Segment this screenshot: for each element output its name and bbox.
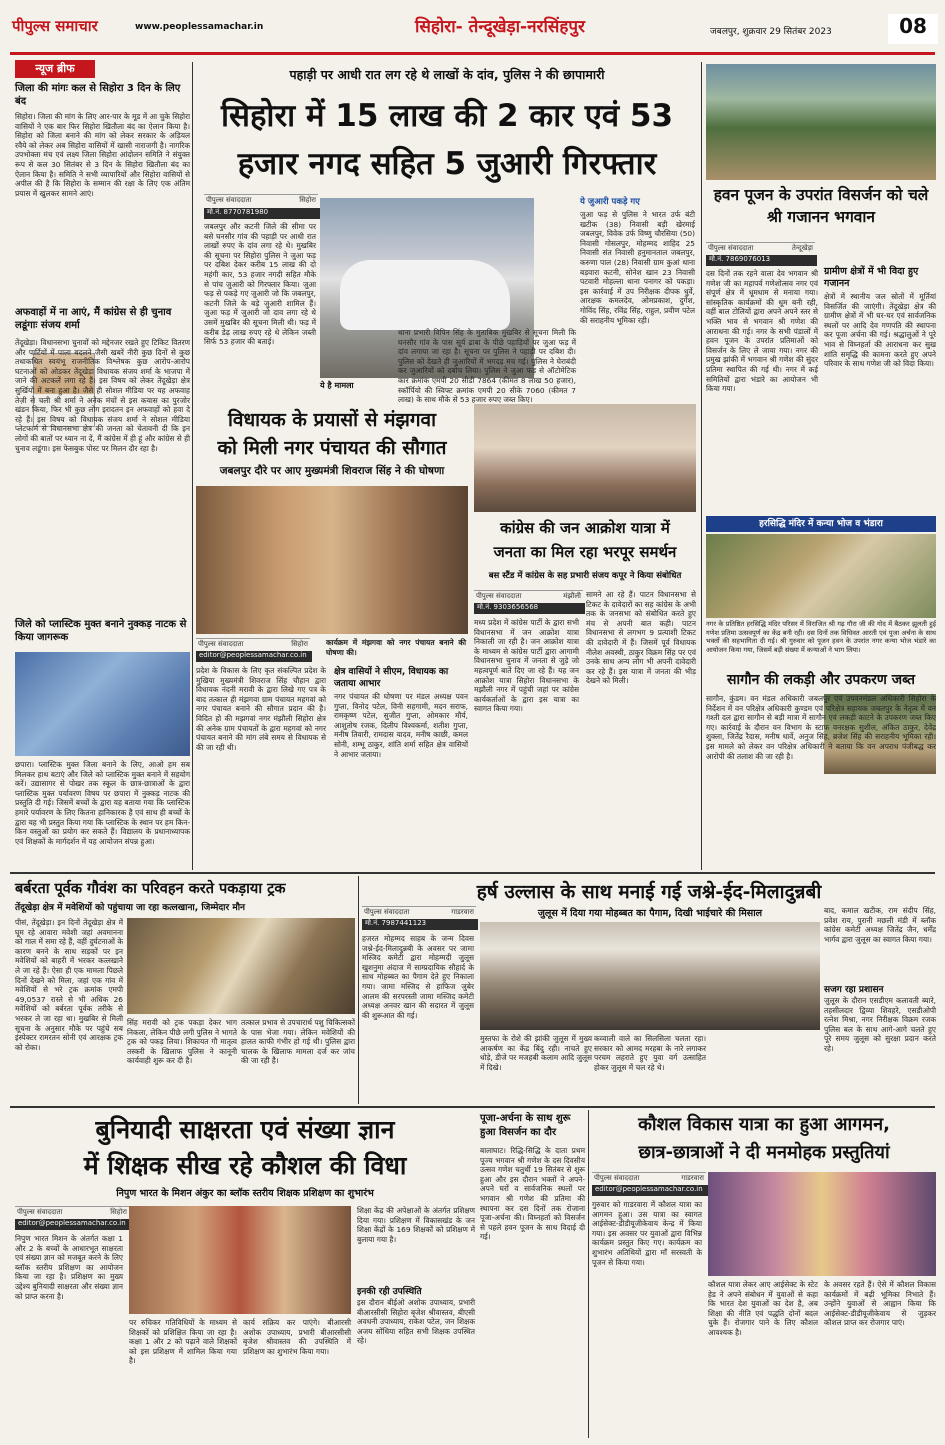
visarjan-headline: हवन पूजन के उपरांत विसर्जन को चले श्री गजानन भगवान	[713, 186, 929, 226]
congress-col1: मध्य प्रदेश में कांग्रेस पार्टी के द्वारा सभी विधानसभा में जन आक्रोश यात्रा निकाली जा रही है। जन आक्रोश यात्रा के माध्यम से कांग्रेस पार्टी द्वारा आगामी विधानसभा चुनाव में जनता से जुड़े जो महत्वपूर्ण बातें दिए जा रहे हैं। यह जन आक्रोश यात्रा सिहोरा विधानसभा के मझौली नगर में पहुंची जहां पर कांग्रेस कार्यकर्ताओं के द्वारा इस यात्रा का स्वागत किया गया।	[474, 618, 579, 714]
sagon-story	[706, 668, 936, 870]
vidhayak-story	[196, 400, 468, 870]
lead-photo-caption: ये है मामला	[320, 381, 354, 390]
lead-col1: जबलपुर और कटनी जिले की सीमा पर बसे घनसौर गांव की पहाड़ी पर आधी रात लाखों रुपए के दांव लगा रहे थे। मुखबिर की सूचना पर सिहोरा पुलिस ने जुआ फड़ पर दबिश देकर करीब 15 लाख की दो महंगी कार, 53 हजार नगदी सहित मौके से पांच जुआरी को गिरफ्तार किया। जुआ फड़ से पकड़े गए जुआरी जो कि जबलपुर, कटनी जिले के बड़े जुआरी शामिल हैं। जुआ फड़ में जुआरी जो दाव लगा रहे थे उसमें मुखबिर की सूचना मिली थी। फड़ में करीब डेढ़ लाख रुपए रहे थे लेकिन जब्ती सिर्फ 53 हजार की बताई।	[204, 222, 316, 347]
congress-story	[474, 400, 696, 870]
brief2-body: तेंदूखेड़ा। विधानसभा चुनावों को मद्देनजर रखते हुए टिकिट वितरण और पार्टियों में पाला बदलने जैसी खबरें नीरी कुछ दिनों से कुछ तथाकथित स्वयंभू राजनीतिक विश्लेषक कुछ आरोप-आरोप घटनाओं को ओडकर तेंदूखेड़ा विधायक संजय शर्मा के भाजपा में जाने की अटकलें लगा रहे हैं। इस विषय को लेकर तेंदूखेड़ा क्षेत्र सुर्खियों में बना हुआ है। जैसे ही सोशल मीडिया पर यह अफवाह तेज़ी से चली श्री शर्मा ने अनेक मंचों से इस कयास का पुरजोर खंडन किया, फिर भी कुछ लोग इरादतन इन अफवाहों को हवा दे रहे हैं। इस विषय को विधायक संजय शर्मा ने सोशल मीडिया प्लेटफार्म से विधानसभा क्षेत्र की जनता को चेतावनी दी कि इन लोगों की बातों पर ध्यान ना दें, मैं कांग्रेस में ही हूं और कांग्रेस से ही चुनाव लडूंगा। इस फेसबुक पोस्ट पर मिलन दौर रहा है।	[15, 338, 190, 453]
saksharta-story	[15, 1112, 475, 1437]
vidhayak-col2-heading: क्षेत्र वासियों ने सीएम, विधायक का जताया आभार	[334, 667, 449, 689]
page-number: 08	[888, 14, 938, 44]
kaushal-email: editor@peoplessamachar.co.in	[592, 1185, 708, 1196]
eid-col3b	[708, 1034, 820, 1106]
kanya-bhoj-banner: हरसिद्धि मंदिर में कन्या भोज व भंडारा	[706, 516, 936, 532]
eid-headline: हर्ष उल्लास के साथ मनाई गई जश्ने-ईद-मिलादुन्नबी	[476, 881, 822, 903]
column-rule-3	[358, 876, 359, 1104]
brief1-body: सिहोरा। जिला की मांग के लिए आर-पार के मूड में आ चुके सिहोरा वासियों ने एक बार फिर सिहोरा खितौला बंद का ऐलान किया है। सिहोरा को जिला बनाने की मांग को लेकर सरकार के अड़ियल रवैये को लेकर अब सिहोरा वासियों में खासी नाराजगी है। नागरिक उपभोक्ता मंच एवं लक्ष्य जिला सिहोरा आंदोलन समिति ने संयुक्त रूप से कल 30 सितंबर से 3 दिन के सिहोरा खितौला बंद का ऐलान किया है। समिति ने सभी व्यापारियों और सिहोरा वासियों से अपील की है कि सिहोरा के सम्मान की रक्षा के लिए एक अंतिम प्रयास में खुलकर सामने आएं।	[15, 112, 190, 198]
saksharta-headline-2: में शिक्षक सीख रहे कौशल की विधा	[83, 1151, 407, 1180]
kaushal-story	[592, 1112, 936, 1437]
saksharta-byline-place: सिहोरा	[110, 1208, 127, 1216]
lead-col2-text: थाना प्रभारी विपिन सिंह के मुताबिक मुखबिर से सूचना मिली कि घनसौर गांव के पास सूर्य ढाबा के पीछे पहाड़ियों पर जुआ फड़ में दांव लगाया जा रहा है। सूचना पर पुलिस ने पहाड़ी पर दबिश दी। पुलिस को देखते ही जुआरियों में भगदड़ मच गई। पुलिस ने घेराबंदी कर जुआरियों को दबोच लिया। पुलिस ने जुआ फड़ से ऑटोमेटिक कार क्रमांक एमपी 20 सीडी 7864 (कीमत 8 लाख 50 हजार), स्कॉर्पियो की स्विफ्ट क्रमांक एमपी 20 सीके 7060 (कीमत 7 लाख) के साथ मौके से 53 हजार रुपए जब्त किए।	[398, 328, 576, 405]
gauvansh-col3: तत्काल प्रभाव से उपचारार्थ पशु चिकित्सकों के पास भेजा गया। लेकिन मवेशियों की हालत काफी गंभीर हो गई थी। पुलिस द्वारा चालक के खिलाफ मामला दर्ज कर जांच की जा रही है।	[241, 1018, 355, 1066]
gauvansh-col1: पीसं, तेंदूखेड़ा। इन दिनों तेंदूखेड़ा क्षेत्र में घूम रहे आवारा मवेशी जहां अवमानना को गाल में समा रहे हैं, वहीं दुर्घटनाओं के कारण बनने के साथ सड़कों पर इन मवेशियों को बाहरी में भरकर कत्लखाने ले जा रहे हैं। ऐसा ही एक मामला पिछले दिनों देखने को मिला, जहां एक गांव में मवेशियों से भरे ट्रक क्रमांक एमपी 49,0537 रास्ते से भी अधिक 26 मवेशियों को बर्बरता पूर्वक तरीके से भरकर ले जा रहा था। मुखबिर से मिली सूचना के अनुसार मौके पर पहुंचे सब इंस्पेक्टर रामरतन सोनी एवं आरक्षक ट्रक को रोका।	[15, 918, 123, 1052]
kanya-bhoj-body: नगर के प्रतिष्ठित हरसिद्धि मंदिर परिसर में विराजित श्री गढ़ गौरा जी की गोद में बैठकर झूलती हुई गणेश प्रतिमा उत्सवपूर्ण का केंद्र बनी रही। दस दिनों तक विधिवत आरती एवं पूजा अर्चना के साथ भक्तों की सहभागिता दी गई। श्री गुरुवार को पूजन हवन के उपरांत नगर कन्या भोज भंडारे का आयोजन किया गया, जिसमें बड़ी संख्या में कन्याओं ने भाग लिया।	[706, 620, 936, 654]
brief2-headline: अफवाहों में ना आएं, मैं कांग्रेस से ही चुनाव लडूंगाः संजय शर्मा	[15, 307, 172, 331]
news-brief-column	[15, 60, 190, 870]
visarjan-body-left: दस दिनों तक रहने वाला देव भगवान श्री गणेश जी का महापर्व गणेशोत्सव नगर एवं संपूर्ण क्षेत्र में धूमधाम से मनाया गया। सांस्कृतिक कार्यक्रमों की धूम बनी रही, वहीं बाल टोलियों द्वारा अपने अपने स्तर से भक्ति भाव से भगवान श्री गणेश की आराधना की गई। नगर के सभी पंडालों में हवन पूजन के उपरांत प्रतिमाओं को विसर्जन के लिए ले जाया गया। नगर की प्रमुख झांकी में भगवान श्री गणेश की सुंदर प्रतिमा स्थापित की गई थी। नगर में कई समितियों द्वारा भंडारे का आयोजन भी किया गया।	[706, 269, 818, 394]
section-title: सिहोरा- तेन्दूखेड़ा-नरसिंहपुर	[414, 17, 585, 37]
eid-col4-heading: सजग रहा प्रशासन	[824, 985, 884, 995]
sagon-headline: सागौन की लकड़ी और उपकरण जब्त	[727, 672, 915, 688]
saksharta-email: editor@peoplessamachar.co.in	[15, 1219, 131, 1230]
vidhayak-col1: प्रदेश के विकास के लिए कृत संकल्पित प्रदेश के मुखिया मुख्यमंत्री शिवराज सिंह चौहान द्वारा विधायक नंदनी मरावी के द्वारा लिखे गए पत्र के बाद तत्काल ही मंझगवा ग्राम पंचायत महगवां को नगर पंचायत बनाने की सौगात प्रदान की है। विदित हो की मझगवां नगर मंझौली सिहोरा क्षेत्र की अनेक ग्राम पंचायतों के द्वारा महगवां को नगर पंचायत बनाने की मांग लंबे समय से विधायक से की जा रही थी।	[196, 666, 326, 752]
congress-byline-place: मंझौली	[563, 592, 581, 600]
gauvansh-headline: बर्बरता पूर्वक गौवंश का परिवहन करते पकड़ाया ट्रक	[15, 881, 286, 897]
congress-col2: सामने आ रहे हैं। पाटन विधानसभा से टिकट के दावेदारों का सह कांग्रेस के अभी तक के जनसभा को संबोधित करते हुए मंच से अपनी बात कही। पाटन विधानसभा से लगभग 9 प्रत्याशी टिकट की दावेदारी में हैं। जिसमें पूर्व विधायक नीलेश अवस्थी, ठाकुर विक्रम सिंह पर एवं उनके साथ अन्य लोग भी अपनी दावेदारी कर रहे हैं। इस यात्रा में जनता की भीड़ देखने को मिली।	[586, 590, 696, 686]
kaushal-headline-1: कौशल विकास यात्रा का हुआ आगमन,	[638, 1114, 890, 1135]
eid-col2: मुस्तफा के रोशे की झांकी जुलूस में मुख्य आकर्षण का केंद्र बिंदु रही। नाचते हुए धोड़े, डीजे पर मजहबी कलाम आदि जुलूस में दिखे।	[480, 1034, 592, 1072]
kaushal-col2: कौशल यात्रा लेकर आए आईसेक्ट के स्टेट हेड ने अपने संबोधन में युवाओं से कहा कि भारत देश युवाओं का देश है, अब शिक्षा की नीति एवं पद्धति दोनों बदल चुके हैं। रोजगार पाने के लिए कौशल आवश्यक है।	[708, 1280, 818, 1337]
vidhayak-byline-name: पीपुल्स संवाददाता	[198, 640, 244, 648]
kaushal-headline-2: छात्र-छात्राओं ने दी मनमोहक प्रस्तुतियां	[638, 1142, 890, 1163]
congress-mobile: मो.नं. 9303656568	[474, 603, 585, 614]
lead-col3-heading: ये जुआरी पकड़े गए	[580, 197, 640, 207]
eid-col1: हजरत मोहम्मद साहब के जन्म दिवस जश्ने-ईद-मिलादुन्नबी के अवसर पर जामा मस्जिद कमेटी द्वारा मोहम्मदी जुलूस खुशनुमा अंदाज में साम्प्रदायिक सौहार्द के साथ मोहब्बत का पैगाम देते हुए निकाला गया। जामा मस्जिद से हाफिज जुबेर आलम की सरपरस्ती जामा मस्जिद कमेटी अध्यक्ष अनवर खान की सदारत में जुलूस की शुरूआत की गई।	[362, 934, 474, 1020]
eid-story	[362, 878, 936, 1106]
column-rule-2	[701, 62, 702, 870]
eid-subheadline: जुलूस में दिया गया मोहब्बत का पैगाम, दिखी भाईचारे की मिसाल	[537, 908, 763, 919]
lead-headline-1: सिहोरा में 15 लाख की 2 कार एवं 53	[220, 98, 674, 134]
lead-col3	[580, 196, 695, 390]
masthead	[0, 0, 945, 62]
lead-col3-body: जुआ फड़ से पुलिस ने भारत उर्फ बंटी खटीक (38) निवासी बड़ी खेरमाई जबलपुर, विवेक उर्फ विष्णु चौरसिया (50) निवासी गोसलपुर, मोहम्मद शाहिद 25 निवासी संत निवासी हनुमानताल जबलपुर, करुणा पाल (28) निवासी ग्राम कुआं थाना बड़वारा कटनी, सोनेश खान 23 निवासी पटवारी मोहल्ला थाना पनागर को पकड़ा। इस कार्रवाई में उप निरीक्षक दीपक धुर्वे, आरक्षक कमलदेव, ओमप्रकाश, दुर्गेश, गोविंद सिंह, रविंद्र सिंह, राहुल, प्रवीण पटेल की सराहनीय भूमिका रही।	[580, 210, 695, 325]
brief3-body: छपारा। प्लास्टिक मुक्त जिला बनाने के लिए, आओ हम सब मिलकर हाथ बटाएं और जिले को प्लास्टिक मुक्त बनाने में सहयोग करें। उद्यासागर से पोखर तक स्कूल के छात्र-छात्राओं के द्वारा प्लास्टिक मुक्त पर्यावरण विषय पर छपारा में नुक्कड़ नाटक की प्रस्तुति दी गई। जिसमें बच्चों के द्वारा यह बताया गया कि प्लास्टिक हमारे पर्यावरण के लिए कितना हानिकारक है एवं साथ ही बच्चों के द्वारा यह भी प्रस्तुत किया गया कि प्लास्टिक के स्थान पर हम किन-किन वस्तुओं का प्रयोग कर सकते हैं। विद्यालय के प्रधानाध्यापक एवं शिक्षकों के मार्गदर्शन में यह आयोजन संपन्न हुआ।	[15, 760, 190, 846]
gauvansh-story	[15, 878, 355, 1106]
saksharta-headline-1: बुनियादी साक्षरता एवं संख्या ज्ञान	[95, 1115, 395, 1144]
kanya-bhoj-photo	[706, 534, 936, 618]
saksharta-subheadline: निपुण भारत के मिशन अंकुर का ब्लॉक स्तरीय शिक्षक प्रशिक्षण का शुभारंभ	[116, 1188, 374, 1199]
pooja-body: बालाघाट। रिद्धि-सिद्धि के दाता प्रथम पूज्य भगवान श्री गणेश के दस दिवसीय उत्सव गणेश चतुर्थी 19 सितंबर से शुरू हुआ और इस दौरान भक्तों ने अपने-अपने घरों व सार्वजनिक स्थलों पर भगवान श्री गणेश की प्रतिमा की स्थापना कर दस दिनों तक रोजाना पूजा-अर्चना की। विघ्नहर्ता को विसर्जन से पहले हवन पूजन के साथ विदाई दी गई।	[480, 1146, 585, 1242]
eid-byline-name: पीपुल्स संवाददाता	[364, 908, 410, 916]
kaushal-byline-name: पीपुल्स संवाददाता	[594, 1174, 640, 1182]
lead-byline-name: पीपुल्स संवाददाता	[206, 196, 252, 204]
vidhayak-caption: कार्यक्रम में मंझगवा को नगर पंचायत बनाने की घोषणा की।	[326, 638, 466, 657]
visarjan-byline-place: तेन्दूखेड़ा	[791, 244, 813, 252]
sagon-body: सागौन, कुंडम। वन मंडल अधिकारी जबलपुर एवं उपवनमंडल अधिकारी सिहोरा के निर्देशन में वन परिक्षेत्र अधिकारी कुण्डम एवं परिक्षेत्र सहायक जबलपुर के नेतृत्व में वन गश्ती दल द्वारा सागौन से बड़ी मात्रा में सागौन एवं लकड़ी काटने के उपकरण जब्त किए गए। कार्रवाई के दौरान वन विभाग के स्टाफ वनरक्षक सुशील, अंकित ठाकुर, देवेंद्र शुक्ला, जितेंद्र रैदास, मनीष धार्वे, अनुज सिंह, ब्रजेश सिंह की सराहनीय भूमिका रही। इस मामले को लेकर वन परिक्षेत्र अधिकारी ने बताया कि वन अपराध पंजीबद्ध कर आरोपी की तलाश की जा रही है।	[706, 694, 936, 761]
vidhayak-subheadline: जबलपुर दौरे पर आए मुख्यमंत्री शिवराज सिंह ने की घोषणा	[219, 465, 445, 477]
saksharta-col3: कार्य सक्रिय कर पाएंगे। बीआरसी अशोक उपाध्याय, प्रभारी बीआरसीसी बृजेश श्रीवास्तव की उपस्थिति में प्रशिक्षण का शुभारंभ किया गया।	[243, 1318, 351, 1356]
eid-col4b: जुलूस के दौरान एसडीएम कलावती ब्यारे, तहसीलदार द्विव्या शिवहरे, एसडीओपी रत्नेश मिश्रा, नगर निरीक्षक विक्रम रजक पुलिस बल के साथ आगे-आगे चलते हुए पूरे समय जुलूस को सुरक्षा प्रदान करते रहे।	[824, 996, 936, 1053]
vidhayak-photo	[196, 486, 468, 634]
saksharta-col4: शिक्षा केंद्र की अपेक्षाओं के अंतर्गत प्रशिक्षण दिया गया। प्रशिक्षण में विकासखंड के जन शिक्षा केंद्रों के 169 शिक्षकों को प्रशिक्षण में बुलाया गया है।	[357, 1206, 475, 1244]
vidhayak-email: editor@peoplessamachar.co.in	[196, 651, 312, 662]
brief3-headline: जिले को प्लास्टिक मुक्त बनाने नुक्कड़ नाटक से किया जागरूक	[15, 619, 187, 643]
website-link[interactable]: www.peoplessamachar.in	[135, 22, 264, 32]
teachers-training-photo	[129, 1206, 351, 1314]
section-rule-mid	[10, 872, 935, 874]
visarjan-byline-name: पीपुल्स संवाददाता	[708, 244, 754, 252]
car-shape	[340, 260, 510, 330]
kaushal-col3: के अवसर रहते हैं। ऐसे में कौशल विकास कार्यक्रमों में बढ़ी भूमिका निभाते हैं। उन्होंने युवाओं से आह्वान किया कि आईसेक्ट-डीडीयूजीकेवाय से जुड़कर कौशल प्राप्त कर रोजगार पाएं।	[824, 1280, 936, 1328]
saksharta-col2: पर रुचिकर गतिविधियों के माध्यम से शिक्षकों को प्रशिक्षित किया जा रहा है। कक्षा 1 और 2 को पढ़ाने वाले शिक्षकों को इस प्रशिक्षण में शामिल किया गया है।	[129, 1318, 237, 1366]
visarjan-mobile: मो.नं. 7869076013	[706, 255, 817, 266]
lead-byline-place: सिहोरा	[299, 196, 316, 204]
masthead-rule	[10, 52, 935, 55]
saksharta-byline-name: पीपुल्स संवाददाता	[17, 1208, 63, 1216]
vidhayak-headline-1: विधायक के प्रयासों से मंझगवा	[227, 409, 437, 431]
column-rule-4	[588, 1110, 589, 1438]
cattle-truck-photo	[127, 918, 355, 1014]
congress-byline-name: पीपुल्स संवाददाता	[476, 592, 522, 600]
saksharta-col4b: इस दौरान बीईओ अशोक उपाध्याय, प्रभारी बीआरसीसी सिहोरा बृजेश श्रीवास्तव, बीएसी अवधनी उपाध्याय, राकेश पटेल, जन शिक्षक अजय सोंधिया सहित सभी शिक्षक उपस्थित रहे।	[357, 1298, 475, 1346]
eid-col3: कव्वाली वाले का सिलसिला चलता रहा। सरकार को आमद मरहबा के नारे लगाकर परचम लहराते हुए युवा वर्ग उत्साहित होकर जुलूस में चल रहे थे।	[594, 1034, 706, 1072]
eid-col4: बाद, कमाल खटीक, राम संदीप सिंह, प्रवेश राय, पुरानी मछली मंडी में ब्लॉक कांग्रेस कमेटी अध्यक्ष जितेंद्र जैन, धर्मेंद्र भार्गव द्वारा जुलूस का स्वागत किया गया।	[824, 906, 936, 944]
congress-headline-1: कांग्रेस की जन आक्रोश यात्रा में	[500, 519, 670, 537]
kaushal-dance-photo	[708, 1172, 936, 1276]
congress-photo	[474, 404, 696, 512]
section-rule-low	[10, 1106, 935, 1108]
vidhayak-col2: नगर पंचायत की घोषणा पर मंडल अध्यक्ष पवन गुप्ता, विनोद पटेल, विनी सहगामी, मदन सराफ, रामकृष्ण पटेल, सुजीत गुप्ता, ओमकार मौर्य, आशुतोष रजक, दिलीप विश्वकर्मा, शतीश गुप्ता, मनीष तिवारी, रामदास यादव, मनीष काछी, कमल सोनी, शम्भू ठाकुर, शांति शर्मा सहित क्षेत्र वासियों ने आभार जताया।	[334, 692, 468, 759]
lead-mobile: मो.नं. 8770781980	[204, 208, 320, 219]
vidhayak-headline-2: को मिली नगर पंचायत की सौगात	[217, 437, 447, 459]
visarjan-story	[706, 60, 936, 510]
kanya-bhoj-story	[706, 516, 936, 664]
brief1-headline: जिला की मांगः कल से सिहोरा 3 दिन के लिए बंद	[15, 83, 181, 107]
saksharta-col1: निपुण भारत मिशन के अंतर्गत कक्षा 1 और 2 के बच्चों के आधारभूत साक्षरता एवं संख्या ज्ञान को मजबूत करने के लिए ब्लॉक स्तरीय प्रशिक्षण का आयोजन किया जा रहा है। प्रशिक्षण का मुख्य उद्देश्य बुनियादी साक्षरता और संख्या ज्ञान को प्राप्त करना है।	[15, 1234, 123, 1301]
visarjan-body-right: क्षेत्रों में स्थानीय जल स्रोतों में मूर्तियां विसर्जित की जाएंगी। तेंदूखेड़ा क्षेत्र की ग्रामीण क्षेत्रों में भी घर-घर एवं सार्वजनिक स्थलों पर आदि देव गणपति की स्थापना कर पूजा अर्चना की गई। श्रद्धालुओं ने पूरे भाव से विघ्नहर्ता की आराधना कर सुख शांति समृद्धि की कामना करते हुए अपने परिवार के साथ गणेश जी को विदा किया।	[824, 292, 936, 369]
column-rule-1	[192, 62, 193, 870]
pooja-headline: पूजा-अर्चना के साथ शुरू हुआ विसर्जन का दौर	[480, 1113, 571, 1138]
congress-subheadline: बस स्टैंड में कांग्रेस के सह प्रभारी संजय कपूर ने किया संबोधित	[488, 571, 682, 581]
gauvansh-subheadline: तेंदूखेड़ा क्षेत्र में मवेशियों को पहुंचाया जा रहा कत्लखाना, जिम्मेदार मौन	[15, 903, 246, 913]
congress-headline-2: जनता का मिल रहा भरपूर समर्थन	[493, 543, 677, 561]
plastic-campaign-photo	[15, 652, 190, 756]
vidhayak-byline-place: सिहोरा	[291, 640, 308, 648]
eid-procession-photo	[480, 922, 820, 1030]
visarjan-subhead: ग्रामीण क्षेत्रों में भी विदा हुए गजानन	[824, 266, 919, 289]
dateline: जबलपुर, शुक्रवार 29 सितंबर 2023	[710, 27, 832, 37]
gauvansh-col2: सिंह मरावी को ट्रक पकड़ा देकर भाग निकला, लेकिन पीछे लगी पुलिस ने भागते ट्रक को पकड़ लिया। शिकायत गौ मातृत्व तस्करी के खिलाफ पुलिस ने कानूनी कार्यवाही शुरू कर दी है।	[127, 1018, 237, 1066]
lead-kicker: पहाड़ी पर आधी रात लग रहे थे लाखों के दांव, पुलिस ने की छापामारी	[289, 67, 605, 82]
kaushal-byline-place: गाडरवारा	[681, 1174, 704, 1182]
pooja-story	[480, 1112, 585, 1437]
eid-byline-place: गाडरवारा	[451, 908, 474, 916]
lead-headline-2: हजार नगद सहित 5 जुआरी गिरफ्तार	[237, 146, 657, 182]
newspaper-logo: पीपुल्स समाचार	[12, 17, 98, 35]
news-brief-label: न्यूज ब्रीफ	[15, 60, 95, 78]
lead-byline	[204, 194, 318, 209]
eid-mobile: मो.नं. 7987441123	[362, 919, 478, 930]
kaushal-col1: गुरुवार को गाडरवारा में कौशल यात्रा का आगमन हुआ। उस यात्रा का स्वागत आईसेक्ट-डीडीयूजीकेवाय केन्द्र में किया गया। इस अवसर पर युवाओं द्वारा विभिन्न कार्यक्रम प्रस्तुत किए गए। कार्यक्रम का शुभारंभ अतिथियों द्वारा माँ सरस्वती के पूजन से किया गया।	[592, 1200, 702, 1267]
visarjan-photo	[706, 64, 936, 180]
saksharta-col4-heading: इनकी रही उपस्थिति	[357, 1287, 422, 1297]
